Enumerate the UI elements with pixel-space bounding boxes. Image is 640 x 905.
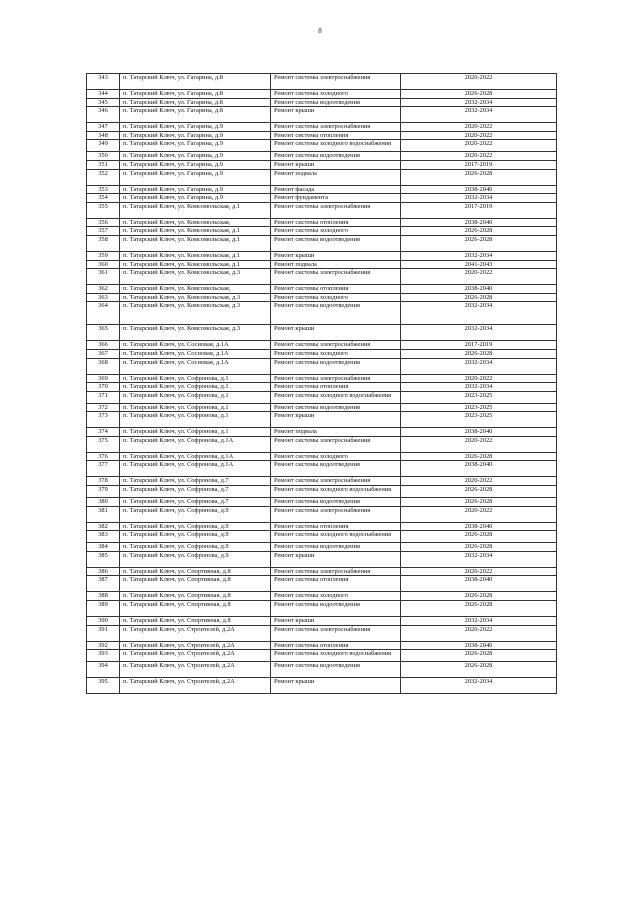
work-type-cell: Ремонт крыши xyxy=(271,160,401,169)
address-cell: п. Татарский Ключ, ул. Комсомольская, д.3 xyxy=(120,269,271,285)
work-type-cell: Ремонт системы отопления xyxy=(271,641,401,650)
row-number-cell: 362 xyxy=(87,285,120,294)
address-cell: п. Татарский Ключ, ул. Софронова, д.1 xyxy=(120,403,271,412)
table-row xyxy=(87,477,557,486)
address-cell: п. Татарский Ключ, ул. Сосновая, д.1А xyxy=(120,341,271,350)
row-number-cell: 353 xyxy=(87,185,120,194)
work-type-cell: Ремонт системы холодного водоснабжения xyxy=(271,391,401,403)
period-cell: 2026-2028 xyxy=(401,452,557,461)
work-type-cell: Ремонт системы электроснабжения xyxy=(271,506,401,522)
work-type-cell: Ремонт системы электроснабжения xyxy=(271,625,401,641)
address-cell: п. Татарский Ключ, ул. Комсомольская, д.3 xyxy=(120,293,271,302)
period-cell: 2026-2028 xyxy=(401,650,557,662)
address-cell: п. Татарский Ключ, ул. Гагарина, д.9 xyxy=(120,131,271,140)
work-type-cell: Ремонт системы холодного xyxy=(271,452,401,461)
work-type-cell: Ремонт крыши xyxy=(271,617,401,626)
period-cell: 2017-2019 xyxy=(401,341,557,350)
work-type-cell: Ремонт системы водоотведения xyxy=(271,152,401,161)
table-row xyxy=(87,452,557,461)
table-row xyxy=(87,349,557,358)
row-number-cell: 387 xyxy=(87,576,120,592)
row-number-cell: 371 xyxy=(87,391,120,403)
work-type-cell: Ремонт системы водоотведения xyxy=(271,358,401,374)
row-number-cell: 367 xyxy=(87,349,120,358)
address-cell: п. Татарский Ключ, ул. Гагарина, д.8 xyxy=(120,74,271,90)
period-cell: 2032-2034 xyxy=(401,383,557,392)
table-row xyxy=(87,567,557,576)
row-number-cell: 389 xyxy=(87,601,120,617)
table-row xyxy=(87,152,557,161)
period-cell: 2020-2022 xyxy=(401,567,557,576)
work-type-cell: Ремонт системы водоотведения xyxy=(271,498,401,507)
row-number-cell: 365 xyxy=(87,325,120,341)
row-number-cell: 355 xyxy=(87,202,120,218)
table-row xyxy=(87,592,557,601)
work-type-cell: Ремонт системы отопления xyxy=(271,383,401,392)
address-cell: п. Татарский Ключ, ул. Софронова, д.9 xyxy=(120,543,271,552)
period-cell: 2026-2028 xyxy=(401,169,557,185)
table-row xyxy=(87,617,557,626)
period-cell: 2038-2040 xyxy=(401,185,557,194)
table-row xyxy=(87,235,557,251)
period-cell: 2038-2040 xyxy=(401,641,557,650)
period-cell: 2020-2022 xyxy=(401,74,557,90)
address-cell: п. Татарский Ключ, ул. Комсомольская, д.3 xyxy=(120,325,271,341)
period-cell: 2038-2040 xyxy=(401,461,557,477)
row-number-cell: 393 xyxy=(87,650,120,662)
table-row xyxy=(87,486,557,498)
work-type-cell: Ремонт крыши xyxy=(271,412,401,428)
table-row xyxy=(87,90,557,99)
period-cell: 2020-2022 xyxy=(401,140,557,152)
table-row xyxy=(87,522,557,531)
table-row xyxy=(87,185,557,194)
row-number-cell: 390 xyxy=(87,617,120,626)
address-cell: п. Татарский Ключ, ул. Гагарина, д.9 xyxy=(120,185,271,194)
period-cell: 2038-2040 xyxy=(401,218,557,227)
period-cell: 2023-2025 xyxy=(401,412,557,428)
table-row xyxy=(87,461,557,477)
table-row xyxy=(87,341,557,350)
work-type-cell: Ремонт системы холодного xyxy=(271,592,401,601)
row-number-cell: 392 xyxy=(87,641,120,650)
row-number-cell: 361 xyxy=(87,269,120,285)
address-cell: п. Татарский Ключ, ул. Строителей, д.2А xyxy=(120,662,271,678)
address-cell: п. Татарский Ключ, ул. Гагарина, д.9 xyxy=(120,140,271,152)
period-cell: 2032-2034 xyxy=(401,194,557,203)
period-cell: 2032-2034 xyxy=(401,98,557,107)
row-number-cell: 366 xyxy=(87,341,120,350)
address-cell: п. Татарский Ключ, ул. Комсомольская, д.1 xyxy=(120,260,271,269)
row-number-cell: 375 xyxy=(87,436,120,452)
row-number-cell: 347 xyxy=(87,123,120,132)
work-type-cell: Ремонт системы холодного xyxy=(271,293,401,302)
row-number-cell: 378 xyxy=(87,477,120,486)
address-cell: п. Татарский Ключ, ул. Софронова, д.9 xyxy=(120,522,271,531)
work-type-cell: Ремонт системы холодного водоснабжения xyxy=(271,486,401,498)
period-cell: 2017-2019 xyxy=(401,202,557,218)
row-number-cell: 370 xyxy=(87,383,120,392)
period-cell: 2026-2028 xyxy=(401,235,557,251)
row-number-cell: 363 xyxy=(87,293,120,302)
period-cell: 2020-2022 xyxy=(401,374,557,383)
table-row xyxy=(87,285,557,294)
table-row xyxy=(87,123,557,132)
work-type-cell: Ремонт системы холодного водоснабжения xyxy=(271,140,401,152)
work-type-cell: Ремонт системы электроснабжения xyxy=(271,202,401,218)
period-cell: 2020-2022 xyxy=(401,123,557,132)
work-type-cell: Ремонт системы водоотведения xyxy=(271,403,401,412)
address-cell: п. Татарский Ключ, ул. Гагарина, д.8 xyxy=(120,98,271,107)
address-cell: п. Татарский Ключ, ул. Спортивная, д.8 xyxy=(120,592,271,601)
period-cell: 2020-2022 xyxy=(401,625,557,641)
row-number-cell: 352 xyxy=(87,169,120,185)
period-cell: 2023-2025 xyxy=(401,391,557,403)
table-row xyxy=(87,576,557,592)
address-cell: п. Татарский Ключ, ул. Гагарина, д.8 xyxy=(120,90,271,99)
address-cell: п. Татарский Ключ, ул. Софронова, д.7 xyxy=(120,477,271,486)
period-cell: 2032-2034 xyxy=(401,551,557,567)
table-row xyxy=(87,662,557,678)
address-cell: п. Татарский Ключ, ул. Софронова, д.9 xyxy=(120,531,271,543)
address-cell: п. Татарский Ключ, ул. Спортивная, д.8 xyxy=(120,567,271,576)
row-number-cell: 376 xyxy=(87,452,120,461)
address-cell: п. Татарский Ключ, ул. Софронова, д.1 xyxy=(120,383,271,392)
row-number-cell: 372 xyxy=(87,403,120,412)
table-body xyxy=(87,74,557,694)
table-row xyxy=(87,374,557,383)
address-cell: п. Татарский Ключ, ул. Софронова, д.1А xyxy=(120,436,271,452)
address-cell: п. Татарский Ключ, ул. Комсомольская, д.3 xyxy=(120,302,271,325)
table-row xyxy=(87,391,557,403)
address-cell: п. Татарский Ключ, ул. Софронова, д.1А xyxy=(120,461,271,477)
work-type-cell: Ремонт системы электроснабжения xyxy=(271,74,401,90)
page-number: 8 xyxy=(318,27,322,35)
work-type-cell: Ремонт системы водоотведения xyxy=(271,601,401,617)
work-type-cell: Ремонт фасада xyxy=(271,185,401,194)
table-row xyxy=(87,498,557,507)
row-number-cell: 359 xyxy=(87,251,120,260)
address-cell: п. Татарский Ключ, ул. Софронова, д.1 xyxy=(120,428,271,437)
work-type-cell: Ремонт системы отопления xyxy=(271,285,401,294)
address-cell: п. Татарский Ключ, ул. Сосновая, д.1А xyxy=(120,349,271,358)
table-row xyxy=(87,260,557,269)
table-row xyxy=(87,227,557,236)
table-row xyxy=(87,428,557,437)
row-number-cell: 349 xyxy=(87,140,120,152)
row-number-cell: 356 xyxy=(87,218,120,227)
period-cell: 2041-2043 xyxy=(401,260,557,269)
work-type-cell: Ремонт системы отопления xyxy=(271,576,401,592)
table-row xyxy=(87,169,557,185)
work-type-cell: Ремонт системы электроснабжения xyxy=(271,341,401,350)
row-number-cell: 391 xyxy=(87,625,120,641)
row-number-cell: 385 xyxy=(87,551,120,567)
work-type-cell: Ремонт крыши xyxy=(271,251,401,260)
address-cell: п. Татарский Ключ, ул. Строителей, д.2А xyxy=(120,625,271,641)
address-cell: п. Татарский Ключ, ул. Софронова, д.7 xyxy=(120,498,271,507)
work-type-cell: Ремонт системы отопления xyxy=(271,522,401,531)
work-type-cell: Ремонт системы водоотведения xyxy=(271,662,401,678)
period-cell: 2032-2034 xyxy=(401,617,557,626)
period-cell: 2038-2040 xyxy=(401,428,557,437)
period-cell: 2026-2028 xyxy=(401,349,557,358)
address-cell: п. Татарский Ключ, ул. Гагарина, д.9 xyxy=(120,152,271,161)
row-number-cell: 369 xyxy=(87,374,120,383)
address-cell: п. Татарский Ключ, ул. Софронова, д.1 xyxy=(120,412,271,428)
address-cell: п. Татарский Ключ, ул. Гагарина, д.9 xyxy=(120,160,271,169)
row-number-cell: 380 xyxy=(87,498,120,507)
table-row xyxy=(87,625,557,641)
row-number-cell: 351 xyxy=(87,160,120,169)
address-cell: п. Татарский Ключ, ул. Софронова, д.9 xyxy=(120,506,271,522)
address-cell: п. Татарский Ключ, ул. Комсомольская, д.1 xyxy=(120,251,271,260)
period-cell: 2032-2034 xyxy=(401,302,557,325)
table-row xyxy=(87,650,557,662)
address-cell: п. Татарский Ключ, ул. Гагарина, д.9 xyxy=(120,194,271,203)
address-cell: п. Татарский Ключ, ул. Спортивная, д.8 xyxy=(120,617,271,626)
work-type-cell: Ремонт системы холодного xyxy=(271,90,401,99)
work-type-cell: Ремонт фундамента xyxy=(271,194,401,203)
period-cell: 2026-2028 xyxy=(401,90,557,99)
row-number-cell: 343 xyxy=(87,74,120,90)
row-number-cell: 384 xyxy=(87,543,120,552)
address-cell: п. Татарский Ключ, ул. Спортивная, д.8 xyxy=(120,601,271,617)
period-cell: 2017-2019 xyxy=(401,160,557,169)
work-type-cell: Ремонт крыши xyxy=(271,551,401,567)
row-number-cell: 344 xyxy=(87,90,120,99)
period-cell: 2032-2034 xyxy=(401,358,557,374)
address-cell: п. Татарский Ключ, ул. Софронова, д.1 xyxy=(120,374,271,383)
row-number-cell: 345 xyxy=(87,98,120,107)
work-type-cell: Ремонт системы отопления xyxy=(271,131,401,140)
row-number-cell: 350 xyxy=(87,152,120,161)
period-cell: 2026-2028 xyxy=(401,486,557,498)
row-number-cell: 379 xyxy=(87,486,120,498)
row-number-cell: 394 xyxy=(87,662,120,678)
work-type-cell: Ремонт системы электроснабжения xyxy=(271,374,401,383)
address-cell: п. Татарский Ключ, ул. Строителей, д.2А xyxy=(120,650,271,662)
row-number-cell: 395 xyxy=(87,678,120,694)
address-cell: п. Татарский Ключ, ул. Спортивная, д.8 xyxy=(120,576,271,592)
work-type-cell: Ремонт системы отопления xyxy=(271,218,401,227)
table-row xyxy=(87,383,557,392)
table-row xyxy=(87,218,557,227)
table-row xyxy=(87,302,557,325)
period-cell: 2032-2034 xyxy=(401,325,557,341)
address-cell: п. Татарский Ключ, ул. Комсомольская, xyxy=(120,218,271,227)
work-type-cell: Ремонт подвала xyxy=(271,428,401,437)
period-cell: 2020-2022 xyxy=(401,436,557,452)
row-number-cell: 382 xyxy=(87,522,120,531)
work-type-cell: Ремонт подвала xyxy=(271,169,401,185)
table-row xyxy=(87,436,557,452)
work-type-cell: Ремонт крыши xyxy=(271,107,401,123)
table-row xyxy=(87,641,557,650)
row-number-cell: 383 xyxy=(87,531,120,543)
row-number-cell: 357 xyxy=(87,227,120,236)
row-number-cell: 386 xyxy=(87,567,120,576)
address-cell: п. Татарский Ключ, ул. Гагарина, д.9 xyxy=(120,169,271,185)
work-type-cell: Ремонт системы электроснабжения xyxy=(271,269,401,285)
period-cell: 2032-2034 xyxy=(401,251,557,260)
work-type-cell: Ремонт системы водоотведения xyxy=(271,235,401,251)
work-type-cell: Ремонт крыши xyxy=(271,325,401,341)
table-row xyxy=(87,269,557,285)
period-cell: 2026-2028 xyxy=(401,543,557,552)
period-cell: 2026-2028 xyxy=(401,592,557,601)
address-cell: п. Татарский Ключ, ул. Сосновая, д.1А xyxy=(120,358,271,374)
table-row xyxy=(87,98,557,107)
repair-schedule-table xyxy=(86,73,557,694)
table-row xyxy=(87,601,557,617)
table-row xyxy=(87,412,557,428)
address-cell: п. Татарский Ключ, ул. Комсомольская, д.1 xyxy=(120,227,271,236)
table-row xyxy=(87,202,557,218)
period-cell: 2038-2040 xyxy=(401,576,557,592)
work-type-cell: Ремонт системы электроснабжения xyxy=(271,436,401,452)
address-cell: п. Татарский Ключ, ул. Гагарина, д.8 xyxy=(120,107,271,123)
row-number-cell: 377 xyxy=(87,461,120,477)
period-cell: 2026-2028 xyxy=(401,531,557,543)
work-type-cell: Ремонт системы водоотведения xyxy=(271,98,401,107)
work-type-cell: Ремонт системы холодного водоснабжения xyxy=(271,650,401,662)
row-number-cell: 364 xyxy=(87,302,120,325)
work-type-cell: Ремонт системы холодного xyxy=(271,227,401,236)
table-row xyxy=(87,325,557,341)
address-cell: п. Татарский Ключ, ул. Софронова, д.1А xyxy=(120,452,271,461)
row-number-cell: 373 xyxy=(87,412,120,428)
period-cell: 2020-2022 xyxy=(401,506,557,522)
address-cell: п. Татарский Ключ, ул. Комсомольская, xyxy=(120,285,271,294)
row-number-cell: 348 xyxy=(87,131,120,140)
work-type-cell: Ремонт подвала xyxy=(271,260,401,269)
table-row xyxy=(87,131,557,140)
table-row xyxy=(87,358,557,374)
period-cell: 2020-2022 xyxy=(401,152,557,161)
table-row xyxy=(87,678,557,694)
address-cell: п. Татарский Ключ, ул. Комсомольская, д.1 xyxy=(120,235,271,251)
period-cell: 2026-2028 xyxy=(401,293,557,302)
address-cell: п. Татарский Ключ, ул. Строителей, д.2А xyxy=(120,678,271,694)
period-cell: 2020-2022 xyxy=(401,269,557,285)
period-cell: 2026-2028 xyxy=(401,662,557,678)
row-number-cell: 360 xyxy=(87,260,120,269)
work-type-cell: Ремонт системы водоотведения xyxy=(271,461,401,477)
period-cell: 2026-2028 xyxy=(401,601,557,617)
table-row xyxy=(87,551,557,567)
row-number-cell: 346 xyxy=(87,107,120,123)
table-row xyxy=(87,293,557,302)
address-cell: п. Татарский Ключ, ул. Гагарина, д.9 xyxy=(120,123,271,132)
row-number-cell: 358 xyxy=(87,235,120,251)
period-cell: 2020-2022 xyxy=(401,477,557,486)
table-row xyxy=(87,107,557,123)
work-type-cell: Ремонт крыши xyxy=(271,678,401,694)
work-type-cell: Ремонт системы водоотведения xyxy=(271,543,401,552)
row-number-cell: 368 xyxy=(87,358,120,374)
address-cell: п. Татарский Ключ, ул. Софронова, д.9 xyxy=(120,551,271,567)
table-row xyxy=(87,74,557,90)
period-cell: 2026-2028 xyxy=(401,227,557,236)
table-row xyxy=(87,251,557,260)
period-cell: 2023-2025 xyxy=(401,403,557,412)
table-row xyxy=(87,506,557,522)
work-type-cell: Ремонт системы холодного xyxy=(271,349,401,358)
period-cell: 2032-2034 xyxy=(401,678,557,694)
period-cell: 2020-2022 xyxy=(401,131,557,140)
row-number-cell: 374 xyxy=(87,428,120,437)
table-row xyxy=(87,531,557,543)
table-row xyxy=(87,160,557,169)
address-cell: п. Татарский Ключ, ул. Софронова, д.7 xyxy=(120,486,271,498)
row-number-cell: 381 xyxy=(87,506,120,522)
address-cell: п. Татарский Ключ, ул. Софронова, д.1 xyxy=(120,391,271,403)
work-type-cell: Ремонт системы электроснабжения xyxy=(271,477,401,486)
address-cell: п. Татарский Ключ, ул. Строителей, д.2А xyxy=(120,641,271,650)
row-number-cell: 354 xyxy=(87,194,120,203)
period-cell: 2038-2040 xyxy=(401,522,557,531)
address-cell: п. Татарский Ключ, ул. Комсомольская, д.1 xyxy=(120,202,271,218)
table-row xyxy=(87,194,557,203)
work-type-cell: Ремонт системы электроснабжения xyxy=(271,123,401,132)
work-type-cell: Ремонт системы водоотведения xyxy=(271,302,401,325)
work-type-cell: Ремонт системы электроснабжения xyxy=(271,567,401,576)
period-cell: 2038-2040 xyxy=(401,285,557,294)
table-row xyxy=(87,403,557,412)
work-type-cell: Ремонт системы холодного водоснабжения xyxy=(271,531,401,543)
row-number-cell: 388 xyxy=(87,592,120,601)
table-row xyxy=(87,543,557,552)
period-cell: 2032-2034 xyxy=(401,107,557,123)
table-row xyxy=(87,140,557,152)
period-cell: 2026-2028 xyxy=(401,498,557,507)
